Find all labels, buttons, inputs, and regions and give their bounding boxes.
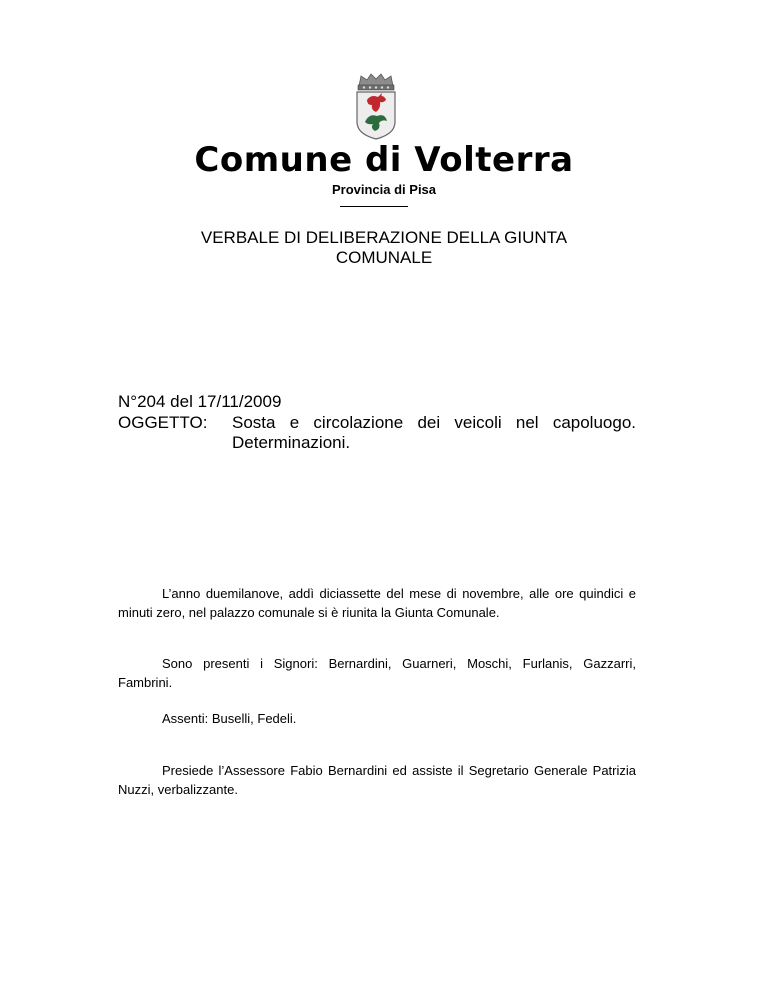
body-paragraph-absent: Assenti: Buselli, Fedeli. (162, 711, 297, 726)
body-paragraph-present: Sono presenti i Signori: Bernardini, Guarneri, Moschi, Furlanis, Gazzarri, Fambrini. (118, 656, 636, 690)
body-paragraph-presiding: Presiede l’Assessore Fabio Bernardini ed assiste il Segretario Generale Patrizia Nuzzi, verbalizzante. (118, 763, 636, 797)
heading-line-1: VERBALE DI DELIBERAZIONE DELLA GIUNTA (200, 228, 568, 247)
header-divider (340, 206, 408, 207)
subject-text: Sosta e circolazione dei veicoli nel capoluogo. Determinazioni. (232, 413, 636, 452)
municipal-crest-icon (351, 72, 401, 140)
province-subtitle: Provincia di Pisa (331, 182, 437, 197)
body-paragraph-meeting: L’anno duemilanove, addì diciassette del mese di novembre, alle ore quindici e minuti zero, nel palazzo comunale si è riunita la Giunta Comunale. (118, 586, 636, 620)
deliberation-subject (118, 413, 636, 453)
municipality-title: Comune di Volterra (194, 140, 574, 180)
subject-label: OGGETTO: (118, 413, 208, 432)
document-heading (0, 228, 768, 268)
deliberation-number-date: N°204 del 17/11/2009 (118, 392, 282, 411)
heading-line-2: COMUNALE (335, 248, 433, 267)
